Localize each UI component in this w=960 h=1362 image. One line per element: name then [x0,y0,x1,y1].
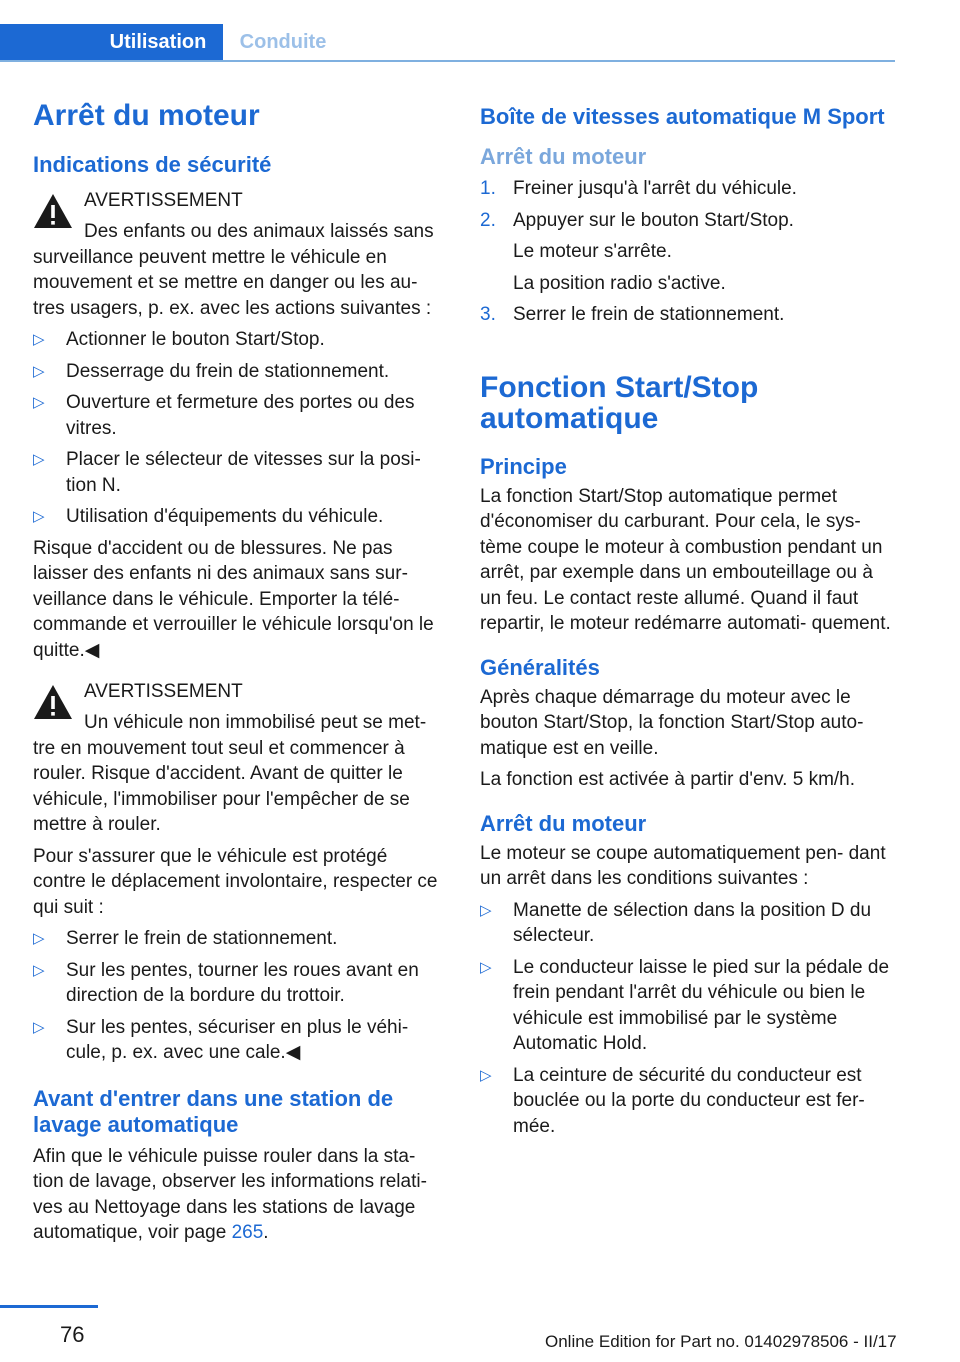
list-item: ▷ Le conducteur laisse le pied sur la pédale de frein pendant l'arrêt du véhicule ou bien le véhicule est immobilisé par le système Automatic Hold. [480,956,890,1054]
general-heading: Généralités [480,654,600,680]
list-item: ▷ Sur les pentes, tourner les roues avant en direction de la bordure du trottoir. [33,959,419,1006]
list-item: ▷ Utilisation d'équipements du véhicule. [33,504,445,530]
triangle-right-icon: ▷ [33,508,45,525]
warning-triangle-icon [33,192,73,230]
engine-stop-text: Le moteur se coupe automatiquement pen‐ dant un arrêt dans les conditions suivantes : [480,842,886,889]
principle-heading: Principe [480,453,567,479]
step-item: 1. Freiner jusqu'à l'arrêt du véhicule. [480,178,797,199]
warning-title: AVERTISSEMENT [84,190,243,211]
triangle-right-icon: ▷ [480,901,492,919]
principle-text: La fonction Start/Stop automatique permet d'économiser du carburant. Pour cela, le sys‐ tème coupe le moteur à combustion pendant un arrêt, par exemple dans un embouteillage ou à un feu. Le contact reste allumé. Quand il faut repartir, le moteur redémarre automati‐ quement. [480,485,891,634]
tab-conduite[interactable]: Conduite [239,31,327,53]
list-item: ▷ Placer le sélecteur de vitesses sur la posi‐ tion N. [33,449,421,496]
triangle-right-icon: ▷ [480,958,492,976]
warning-list-1 [33,327,445,530]
triangle-right-icon: ▷ [33,451,45,468]
header-bar-left [0,24,93,61]
page-number: 76 [60,1322,85,1347]
triangle-right-icon: ▷ [33,1018,45,1036]
warning-text: Un véhicule non immobilisé peut se met‐ tre en mouvement tout seul et commencer à rouler. Risque d'accident. Avant de quitter le véhicule, l'immobiliser pour l'empêcher de se mettre à rouler. [33,712,427,835]
list-item: ▷ Serrer le frein de stationnement. [33,926,445,952]
triangle-right-icon: ▷ [33,961,45,979]
general-text-2: La fonction est activée à partir d'env. 5 km/h. [480,769,856,790]
carwash-heading: Avant d'entrer dans une station de lavage automatique [33,1085,394,1137]
triangle-right-icon: ▷ [33,930,45,947]
step-sub: Le moteur s'arrête. [513,241,672,262]
warning-text-2: Pour s'assurer que le véhicule est protégé contre le déplacement involontaire, respecter ce qui suit : [33,845,438,918]
step-item: 2. Appuyer sur le bouton Start/Stop. Le moteur s'arrête. La position radio s'active. [480,208,892,297]
section-title-engine-stop: Arrêt du moteur [33,99,260,132]
list-item: ▷ La ceinture de sécurité du conducteur est bouclée ou la porte du conducteur est fer‐ mée. [480,1064,865,1137]
left-column [33,98,445,1246]
triangle-right-icon: ▷ [33,362,45,380]
list-item: ▷ Desserrage du frein de stationnement. [33,359,445,385]
warning-title: AVERTISSEMENT [84,681,243,702]
list-item: ▷ Sur les pentes, sécuriser en plus le véhi‐ cule, p. ex. avec une cale.◀ [33,1016,409,1063]
right-column [480,98,892,1139]
stop-heading: Arrêt du moteur [480,144,647,169]
page-header [0,0,960,64]
conditions-list [480,898,892,1140]
tab-utilisation[interactable]: Utilisation [93,24,223,61]
step-item: 3. Serrer le frein de stationnement. [480,304,785,325]
warning-text: Des enfants ou des animaux laissés sans surveillance peuvent mettre le véhicule en mouvement et se mettre en danger ou les au‐ tres usagers, p. ex. avec les actions suivantes : [33,221,434,319]
triangle-right-icon: ▷ [33,331,45,348]
safety-heading: Indications de sécurité [33,152,272,177]
list-item: ▷ Manette de sélection dans la position D du sélecteur. [480,899,872,946]
warning-conclusion: Risque d'accident ou de blessures. Ne pas laisser des enfants ni des animaux sans sur‐ veillance dans le véhicule. Emporter la télé‐ commande et verrouiller le véhicule lorsqu'on le quitte.◀ [33,537,434,661]
list-item: ▷ Ouverture et fermeture des portes ou des vitres. [33,392,415,439]
step-sub: La position radio s'active. [513,272,726,294]
list-item: ▷ Actionner le bouton Start/Stop. [33,327,445,353]
edition-text: Online Edition for Part no. 01402978506 - II/17 [545,1332,897,1351]
triangle-right-icon: ▷ [480,1066,492,1084]
section-title-start-stop: Fonction Start/Stop automatique [480,370,759,435]
triangle-right-icon: ▷ [33,394,45,411]
gearbox-heading: Boîte de vitesses automatique M Sport [480,104,885,129]
warning-triangle-icon [33,683,73,721]
engine-stop-heading: Arrêt du moteur [480,810,647,836]
warning-list-2 [33,926,445,1066]
header-rule [0,60,895,62]
warning-block-2 [33,679,445,838]
general-text: Après chaque démarrage du moteur avec le bouton Start/Stop, la fonction Start/Stop auto‐ matique est en veille. [480,686,864,759]
stop-steps [480,176,892,328]
page-link[interactable]: 265 [231,1222,264,1243]
carwash-text: Afin que le véhicule puisse rouler dans la sta‐ tion de lavage, observer les informations relati‐ ves au Nettoyage dans les stations de lavage automatique, voir page 265. [33,1145,427,1243]
footer-rule [0,1305,98,1308]
warning-block-1 [33,188,445,321]
